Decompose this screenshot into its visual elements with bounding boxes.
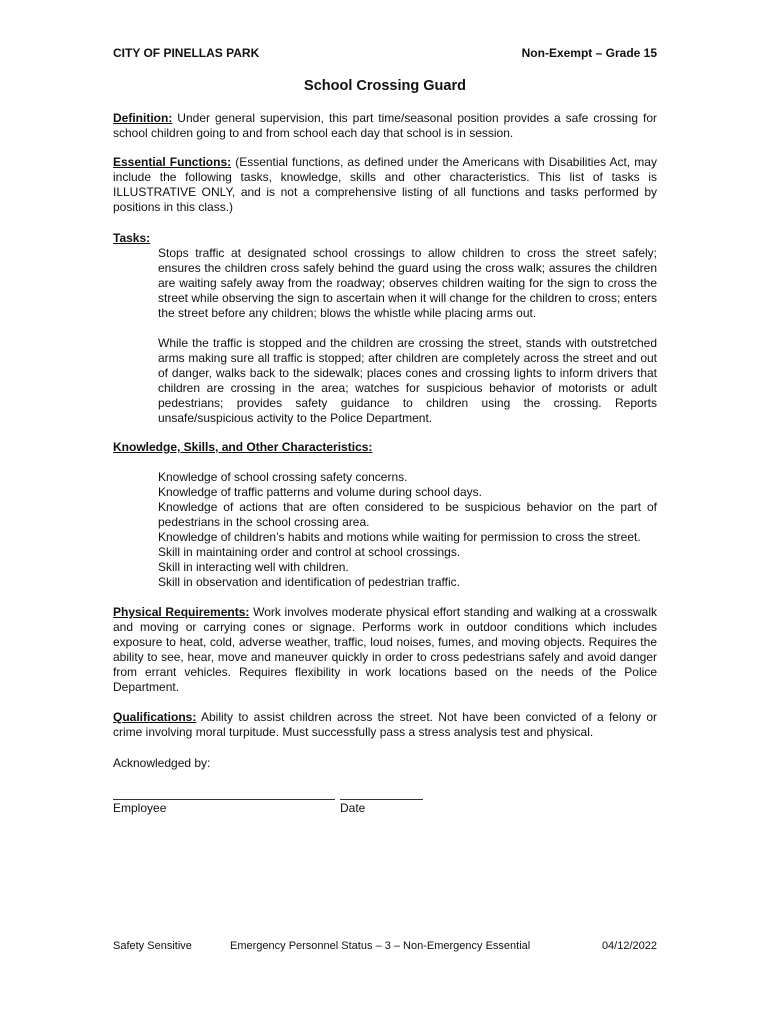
ksoc-label: Knowledge, Skills, and Other Characteristics: bbox=[113, 440, 373, 454]
ksoc-label-block bbox=[113, 440, 657, 455]
acknowledged-by-label: Acknowledged by: bbox=[113, 756, 211, 770]
ksoc-list bbox=[158, 470, 657, 590]
qualifications-text: Ability to assist children across the street. Not have been convicted of a felony or crime involving moral turpitude. Must successfully pass a stress analysis test and physical. bbox=[113, 710, 657, 739]
employee-signature-line bbox=[113, 799, 335, 800]
essential-functions-text: (Essential functions, as defined under the Americans with Disabilities Act, may include the following tasks, knowledge, skills and other characteristics. This list of tasks is ILLUSTRATIVE ONLY, and is not a comprehensive listing of all functions and tasks performed by positions in this class.) bbox=[113, 155, 657, 214]
list-item: Skill in maintaining order and control at school crossings. bbox=[158, 545, 461, 559]
page-header bbox=[113, 46, 657, 60]
tasks-paragraph-2: While the traffic is stopped and the children are crossing the street, stands with outstretched arms making sure all traffic is stopped; after children are completely across the street and out of danger, walks back to the sidewalk; places cones and crossing lights to inform drivers that children are crossing in the area; watches for suspicious behavior of motorists or adult pedestrians; provides safety guidance to children using the crossing. Reports unsafe/suspicious activity to the Police Department. bbox=[158, 336, 657, 425]
definition-section bbox=[113, 111, 657, 141]
tasks-paragraph-1: Stops traffic at designated school crossings to allow children to cross the street safely; ensures the children cross safely behind the guard using the cross walk; assures the children are waiting safely away from the roadway; observes children waiting for the sign to cross the street while observing the sign to ascertain when it will change for the children to cross; enters the street before any children; blows the whistle while placing arms out. bbox=[158, 246, 657, 320]
date-label: Date bbox=[340, 801, 366, 815]
footer-emergency-status: Emergency Personnel Status – 3 – Non-Emergency Essential bbox=[230, 940, 531, 952]
qualifications-section bbox=[113, 710, 657, 740]
header-organization: CITY OF PINELLAS PARK bbox=[113, 46, 260, 60]
list-item: Skill in interacting well with children. bbox=[158, 560, 349, 574]
list-item: Knowledge of children’s habits and motions while waiting for permission to cross the street. bbox=[158, 530, 641, 544]
tasks-label: Tasks: bbox=[113, 231, 151, 245]
footer-date: 04/12/2022 bbox=[601, 940, 657, 952]
definition-label: Definition: bbox=[113, 111, 173, 125]
tasks-label-block bbox=[113, 231, 657, 246]
physical-requirements-section bbox=[113, 605, 657, 695]
list-item: Skill in observation and identification of pedestrian traffic. bbox=[158, 575, 460, 589]
physical-requirements-label: Physical Requirements: bbox=[113, 605, 250, 619]
list-item: Knowledge of actions that are often considered to be suspicious behavior on the part of pedestrians in the school crossing area. bbox=[158, 500, 657, 529]
employee-label: Employee bbox=[113, 801, 167, 815]
qualifications-label: Qualifications: bbox=[113, 710, 197, 724]
definition-text: Under general supervision, this part time/seasonal position provides a safe crossing for school children going to and from school each day that school is in session. bbox=[113, 111, 657, 140]
header-classification: Non-Exempt – Grade 15 bbox=[521, 46, 657, 60]
date-signature-line bbox=[340, 799, 423, 800]
physical-requirements-text: Work involves moderate physical effort standing and walking at a crosswalk and moving or carrying cones or signage. Performs work in outdoor conditions which includes exposure to heat, cold, adverse weather, traffic, loud noises, fumes, and moving objects. Requires the ability to see, hear, move and maneuver quickly in order to cross pedestrians safely and avoid danger from errant vehicles. Requires flexibility in work locations based on the needs of the Police Department. bbox=[113, 605, 657, 694]
page-title: School Crossing Guard bbox=[304, 78, 466, 94]
footer-safety-sensitive: Safety Sensitive bbox=[113, 940, 192, 952]
essential-functions-section bbox=[113, 155, 657, 215]
essential-functions-label: Essential Functions: bbox=[113, 155, 232, 169]
list-item: Knowledge of school crossing safety concerns. bbox=[158, 470, 408, 484]
list-item: Knowledge of traffic patterns and volume during school days. bbox=[158, 485, 482, 499]
